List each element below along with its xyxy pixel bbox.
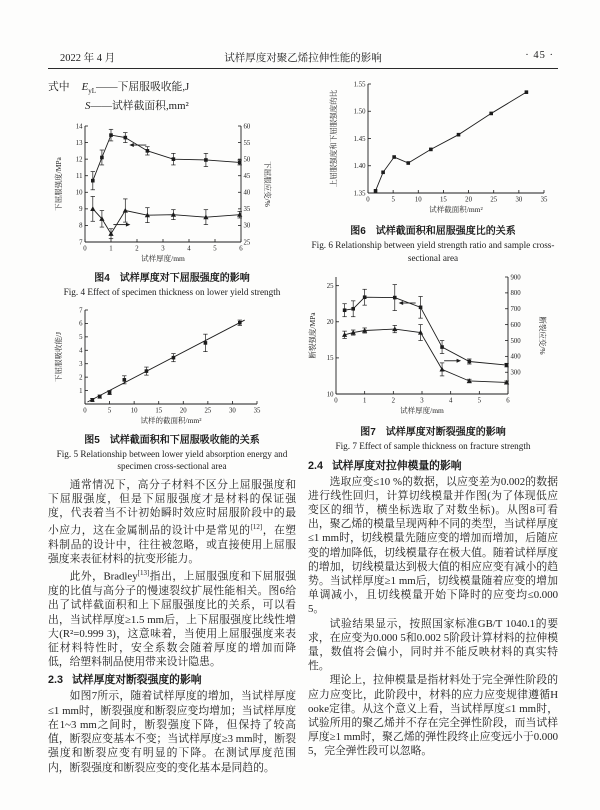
svg-text:800: 800 (510, 290, 521, 298)
citation-ref-12: [12] (250, 523, 263, 532)
figure7-caption-cn: 图7 试样厚度对断裂强度的影响 (360, 427, 506, 438)
svg-text:5: 5 (79, 333, 83, 341)
svg-text:20: 20 (465, 196, 472, 204)
svg-text:10: 10 (326, 391, 334, 399)
section-heading-2-3: 2.3 试样厚度对断裂强度的影响 (48, 674, 202, 687)
figure6-caption-cn: 图6 试样截面积和屈服强度比的关系 (350, 226, 516, 237)
figure4-caption-en: Fig. 4 Effect of specimen thickness on lower yield strength (63, 287, 281, 298)
svg-text:15: 15 (440, 196, 447, 204)
svg-text:11: 11 (75, 173, 83, 181)
paragraph-bradley-ratio: 此外，Bradley[13]指出，上屈服强度和下屈服强度的比值与高分子的慢速裂纹扩展性能相关。图6给出了试样截面积和上下屈服强度比的关系，可以看出，当试样厚度≥1.5 mm后，上下屈服强度比线性增大(R²=0.999 3)，这意味着，当使用上屈服强度来表征材料特性时，安全系数会随着厚度的增加而降低，给塑料制品使用带来设计隐患。 (48, 569, 296, 669)
svg-text:7: 7 (79, 306, 83, 314)
figure4-caption-cn: 图4 试样厚度对下屈服强度的影响 (94, 273, 250, 285)
svg-text:试样的截面积/mm²: 试样的截面积/mm² (140, 415, 202, 425)
svg-text:1: 1 (362, 397, 367, 405)
svg-text:35: 35 (243, 206, 251, 214)
svg-text:5: 5 (391, 196, 395, 204)
svg-text:25: 25 (326, 282, 334, 290)
svg-text:12: 12 (75, 156, 83, 164)
svg-text:3: 3 (420, 397, 424, 405)
svg-text:500: 500 (510, 337, 521, 345)
svg-text:55: 55 (243, 140, 251, 148)
figure5-caption-cn: 图5 试样截面积和下屈服吸收能的关系 (84, 434, 260, 446)
figure6-line-chart (308, 78, 558, 223)
header-date: 2022 年 4 月 (60, 53, 116, 64)
svg-text:20: 20 (326, 319, 334, 327)
svg-text:5: 5 (213, 245, 217, 253)
svg-text:30: 30 (515, 196, 523, 204)
svg-text:14: 14 (75, 123, 83, 131)
svg-text:25: 25 (204, 407, 212, 415)
svg-text:4: 4 (79, 347, 83, 355)
figure5-scatter-chart (48, 304, 296, 432)
svg-text:50: 50 (243, 156, 251, 164)
svg-text:5: 5 (107, 407, 112, 415)
right-column (308, 78, 558, 759)
svg-text:6: 6 (506, 397, 510, 405)
svg-text:3: 3 (79, 360, 83, 368)
paragraph-tangent-modulus: 选取应变≤10 %的数据，以应变差为0.002的数据进行线性回归，计算切线模量并作图(为了体现低应变区的细节，横坐标选取了对数坐标)。从图8可看出，聚乙烯的模量呈现两种不同的类型，当试样厚度≤1 mm时，切线模量先随应变的增加而增加，后随应变的增加降低，切线模量存在极大值。随着试样厚度的增加，切线模量达到极大值的相应应变有减小的趋势。当试样厚度≥1 mm后，切线模量随着应变的增加单调减小，且切线模量开始下降时的应变均≤0.000 5。 (308, 475, 558, 616)
header-page-number: · 45 · (525, 50, 554, 61)
paragraph-hooke-law: 理论上，拉伸模量是指材料处于完全弹性阶段的应力应变比，此阶段中，材料的应力应变规律遵循Hooke定律。从这个意义上看，当试样厚度≤1 mm时，试验所用的聚乙烯并不存在完全弹性阶段，而当试样厚度≥1 mm时，聚乙烯的弹性段终止应变远小于0.000 5，完全弹性段可以忽略。 (308, 674, 558, 758)
svg-text:40: 40 (243, 189, 251, 197)
svg-text:试样厚度/mm: 试样厚度/mm (400, 406, 444, 415)
svg-text:35: 35 (540, 196, 548, 204)
svg-text:1.55: 1.55 (353, 81, 366, 89)
svg-text:900: 900 (510, 274, 521, 282)
svg-text:25: 25 (490, 196, 498, 204)
svg-text:15: 15 (155, 407, 163, 415)
svg-text:0: 0 (83, 407, 87, 415)
svg-text:下屈服吸收能/J: 下屈服吸收能/J (54, 331, 63, 382)
svg-text:5: 5 (477, 397, 482, 405)
svg-text:断裂应变/%: 断裂应变/% (538, 316, 547, 355)
svg-text:2: 2 (391, 397, 396, 405)
svg-text:10: 10 (130, 407, 138, 415)
svg-text:试样厚度/mm: 试样厚度/mm (141, 254, 185, 264)
svg-text:600: 600 (510, 321, 521, 329)
svg-text:10: 10 (414, 196, 422, 204)
figure5-caption-en: Fig. 5 Relationship between lower yield absorption energy and specimen cross-sectional area (56, 448, 288, 472)
svg-text:2: 2 (79, 374, 83, 382)
svg-text:8: 8 (79, 222, 83, 230)
svg-text:60: 60 (243, 123, 251, 131)
svg-text:30: 30 (243, 222, 251, 230)
section-heading-2-4: 2.4 试样厚度对拉伸模量的影响 (308, 459, 462, 472)
formula-definitions (48, 80, 296, 114)
svg-text:6: 6 (239, 245, 243, 253)
svg-text:试样截面积/mm²: 试样截面积/mm² (429, 205, 483, 214)
header-running-title: 试样厚度对聚乙烯拉伸性能的影响 (224, 53, 382, 64)
svg-text:下屈服强度/MPa: 下屈服强度/MPa (54, 157, 63, 212)
svg-text:1.45: 1.45 (353, 135, 366, 143)
figure6-caption-en: Fig. 6 Relationship between yield strength ratio and sample cross-sectional area (311, 240, 555, 263)
svg-text:45: 45 (243, 173, 251, 181)
svg-text:15: 15 (326, 355, 334, 363)
svg-text:7: 7 (79, 239, 83, 247)
svg-text:700: 700 (510, 306, 521, 314)
svg-text:1: 1 (109, 245, 113, 253)
svg-text:0: 0 (334, 397, 338, 405)
svg-text:300: 300 (510, 369, 521, 377)
svg-text:13: 13 (75, 140, 83, 148)
svg-text:10: 10 (75, 189, 83, 197)
figure7-line-chart (308, 269, 558, 424)
svg-text:2: 2 (135, 245, 139, 253)
figure7-caption-en: Fig. 7 Effect of sample thickness on fracture strength (335, 441, 531, 451)
svg-text:断裂强度/MPa: 断裂强度/MPa (308, 312, 317, 359)
svg-text:上屈服强度和下屈服强度的比: 上屈服强度和下屈服强度的比 (329, 89, 338, 188)
svg-text:25: 25 (243, 239, 251, 247)
svg-text:3: 3 (161, 245, 165, 253)
figure4-line-chart (48, 118, 296, 270)
svg-text:400: 400 (510, 353, 521, 361)
svg-text:30: 30 (229, 407, 236, 415)
svg-text:0: 0 (83, 245, 87, 253)
svg-text:4: 4 (448, 397, 453, 405)
svg-text:1.35: 1.35 (353, 190, 366, 198)
svg-text:20: 20 (179, 407, 187, 415)
paragraph-fracture-strength: 如图7所示，随着试样厚度的增加，当试样厚度≤1 mm时，断裂强度和断裂应变均增加；当试样厚度在1~3 mm之间时，断裂强度下降，但保持了较高值，断裂应变基本不变；当试样厚度≥3 mm时，断裂强度和断裂应变有明显的下降。在测试厚度范围内，断裂强度和断裂应变的变化基本是同趋的。 (48, 690, 296, 774)
svg-text:1.50: 1.50 (353, 108, 366, 116)
svg-text:1.40: 1.40 (353, 163, 366, 171)
svg-text:6: 6 (79, 320, 83, 328)
formula-line-area: S——试样截面积,mm² (85, 100, 189, 113)
citation-ref-13: [13] (137, 569, 150, 578)
left-column (48, 78, 296, 775)
svg-text:1: 1 (79, 387, 83, 395)
svg-text:35: 35 (253, 407, 261, 415)
svg-text:4: 4 (187, 245, 191, 253)
svg-text:0: 0 (366, 196, 370, 204)
paragraph-gbt-standard: 试验结果显示，按照国家标准GB/T 1040.1的要求，在应变为0.000 5和0.002 5阶段计算材料的拉伸模量，数值将会偏小，同时并不能反映材料的真实特性。 (308, 617, 558, 673)
page-header (48, 50, 558, 69)
svg-text:9: 9 (79, 206, 83, 214)
svg-text:下屈服应变/%: 下屈服应变/% (263, 161, 272, 208)
formula-line-energy: 式中 $E_{yL}——$下屈服吸收能,J (48, 81, 190, 96)
paragraph-lower-yield-discussion: 通常情况下，高分子材料不区分上屈服强度和下屈服强度，但是下屈服强度才是材料的保证强度，代表着当不计初始瞬时效应时屈服阶段中的最小应力，这在金属制品的设计中是常见的[12]，在塑料制品的设计中，往往被忽略，或直接使用上屈服强度来表征材料的抗变形能力。 (48, 478, 297, 566)
